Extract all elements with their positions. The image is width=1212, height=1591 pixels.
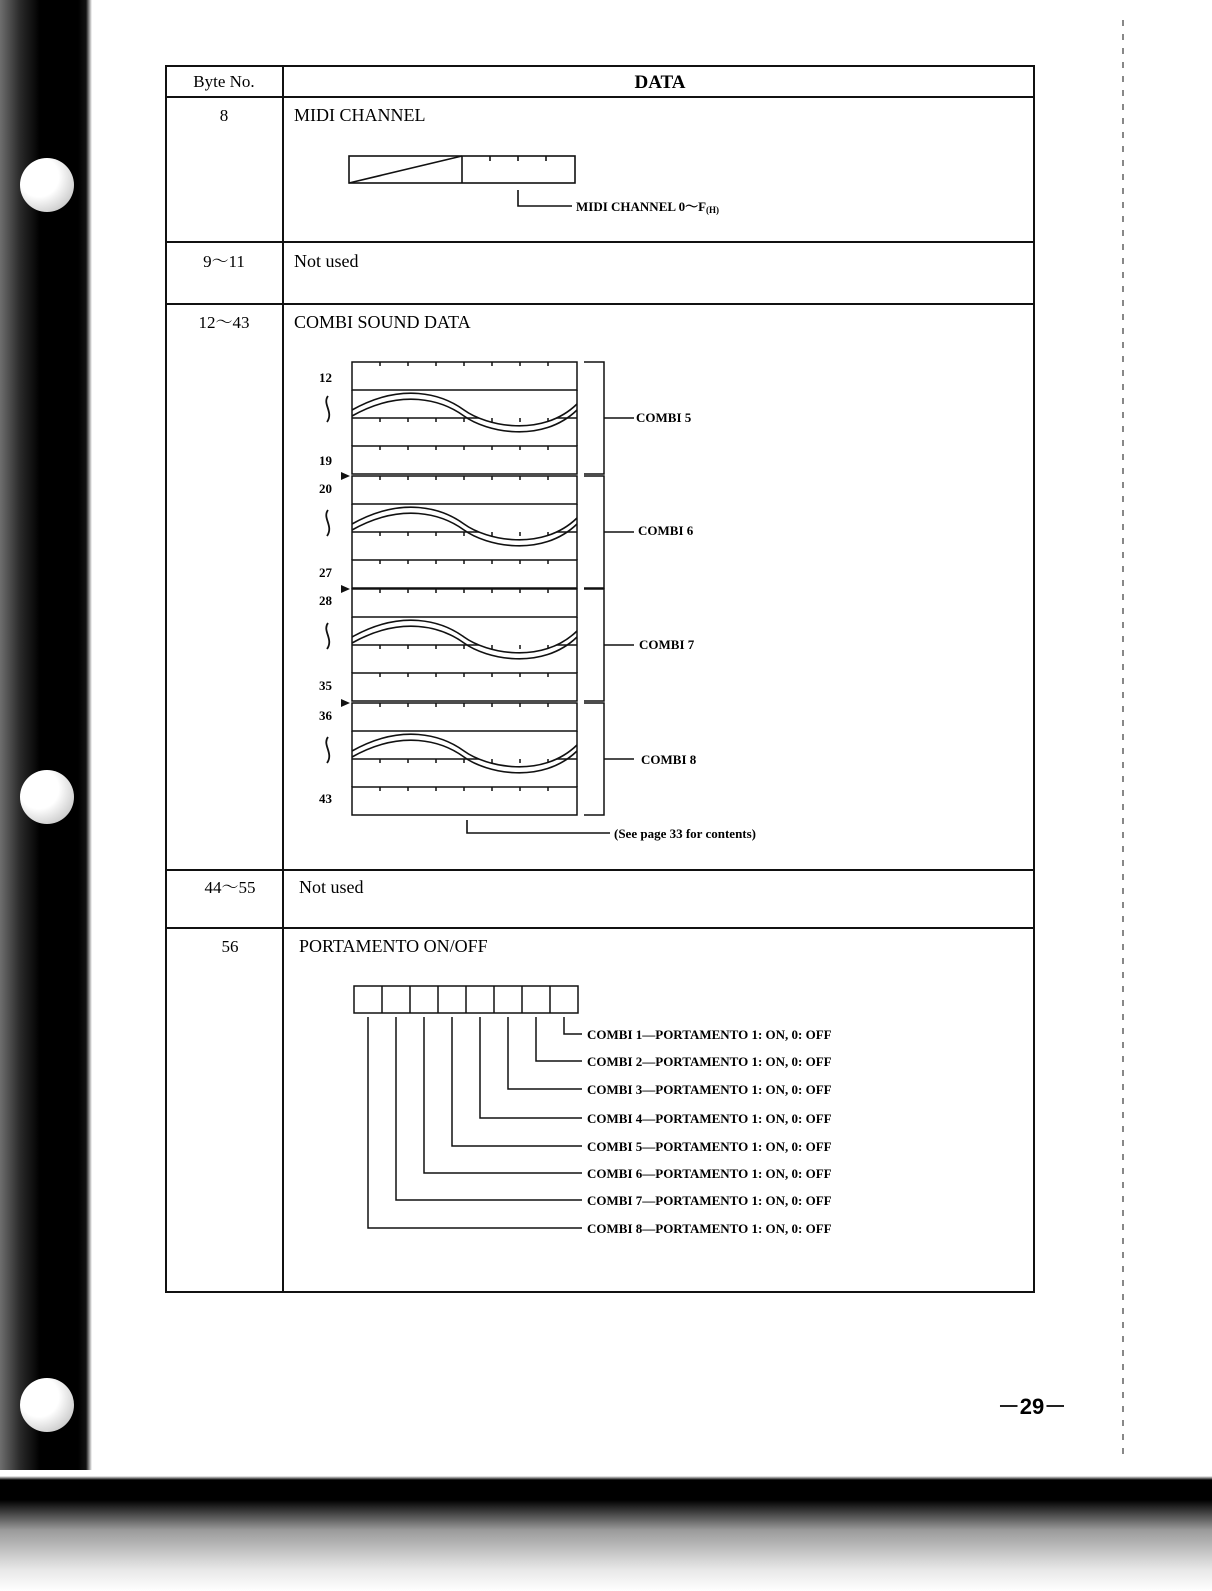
row1-byte: 8 [219,106,229,125]
portamento-bit-label-2: COMBI 2—PORTAMENTO 1: ON, 0: OFF [587,1054,832,1069]
bit-leader-3 [508,1017,582,1089]
byte-box-first [352,589,577,617]
combi-group-5 [326,362,634,474]
group-bracket [584,362,604,474]
group-boundary-arrow [341,472,350,480]
row1-title: MIDI CHANNEL [294,105,426,125]
bit-leader-2 [536,1017,582,1061]
contents-reference-leader [467,820,610,833]
break-squiggle [326,737,329,763]
row2-title: Not used [294,251,359,271]
combi-group-label-7: COMBI 7 [639,637,695,652]
svg-text:35: 35 [319,678,332,693]
row5-title: PORTAMENTO ON/OFF [299,936,488,956]
portamento-bit-diagram [354,986,582,1228]
group-bracket [584,703,604,815]
byte-box-last [352,446,577,474]
break-squiggle [326,623,329,649]
header-data: DATA [634,72,686,93]
midi-channel-range-label: MIDI CHANNEL 0～F(H) [576,199,720,215]
portamento-bit-label-5: COMBI 5—PORTAMENTO 1: ON, 0: OFF [587,1139,832,1154]
byte-label-28 [319,593,333,608]
combi-group-label-6: COMBI 6 [638,523,694,538]
byte-label-36 [319,708,333,723]
midi-channel-byte-diagram [349,156,575,206]
combi-group-label-5: COMBI 5 [636,410,692,425]
portamento-bits [354,986,582,1228]
row3-title: COMBI SOUND DATA [294,312,471,332]
bit-leader-6 [424,1017,582,1173]
svg-text:36: 36 [319,708,332,723]
contents-reference-note: (See page 33 for contents) [614,826,757,841]
byte-box-first [352,476,577,504]
svg-text:27: 27 [319,565,332,580]
bit-leader-5 [452,1017,582,1146]
byte-box-last [352,787,577,815]
group-bracket [584,476,604,588]
combi-group-7 [326,585,634,701]
group-bracket [584,589,604,701]
group-boundary-arrow [341,585,350,593]
svg-text:43: 43 [319,791,332,806]
break-squiggle [326,396,329,422]
combi-group-label-8: COMBI 8 [641,752,697,767]
header-byte-no: Byte No. [193,72,255,91]
bit-leader-1 [564,1017,582,1034]
byte-label-19 [319,453,333,468]
byte-box-last [352,560,577,588]
byte-box-first [352,362,577,390]
byte-label-35 [319,678,333,693]
portamento-bit-label-6: COMBI 6—PORTAMENTO 1: ON, 0: OFF [587,1166,832,1181]
byte-box-first [352,703,577,731]
bit-leader-8 [368,1017,582,1228]
svg-text:28: 28 [319,593,332,608]
row4-byte: 44～55 [204,878,256,897]
svg-text:19: 19 [319,453,332,468]
row4-title: Not used [299,877,364,897]
portamento-bit-label-1: COMBI 1—PORTAMENTO 1: ON, 0: OFF [587,1027,832,1042]
page-number: －29－ [997,1394,1067,1419]
portamento-bit-label-8: COMBI 8—PORTAMENTO 1: ON, 0: OFF [587,1221,832,1236]
row5-byte: 56 [221,937,239,956]
svg-text:20: 20 [319,481,332,496]
group-boundary-arrow [341,699,350,707]
byte-label-27 [319,565,333,580]
row3-byte: 12～43 [198,313,250,332]
portamento-bit-label-3: COMBI 3—PORTAMENTO 1: ON, 0: OFF [587,1082,832,1097]
byte-box-last [352,673,577,701]
combi-group-8 [326,699,634,815]
byte-label-20 [319,481,332,496]
row2-byte: 9～11 [203,252,245,271]
byte-label-43 [319,791,333,806]
break-squiggle [326,510,329,536]
table-frame [166,66,1034,1292]
bit-leader-4 [480,1017,582,1118]
svg-text:12: 12 [319,370,332,385]
portamento-bit-label-4: COMBI 4—PORTAMENTO 1: ON, 0: OFF [587,1111,832,1126]
portamento-bit-label-7: COMBI 7—PORTAMENTO 1: ON, 0: OFF [587,1193,832,1208]
byte-label-12 [319,370,332,385]
combi-sound-data-stack [326,362,634,815]
combi-group-6 [326,472,634,588]
